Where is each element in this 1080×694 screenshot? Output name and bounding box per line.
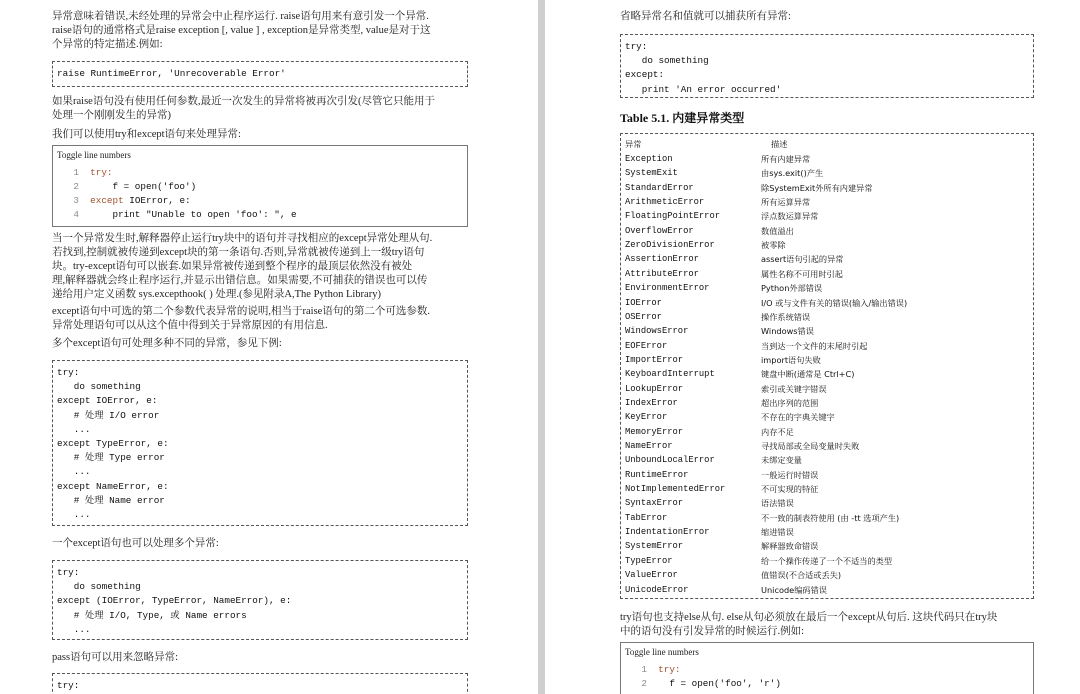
exception-name: LookupError — [625, 383, 684, 394]
exception-name: NameError — [625, 441, 673, 451]
paragraph-try-except: 我们可以使用try和except语句来处理异常: — [52, 129, 241, 140]
code-keyword: try: — [90, 167, 113, 178]
exception-description: Unicode编码错误 — [761, 584, 827, 595]
exception-description: 超出序列的范围 — [761, 397, 819, 408]
code-text: f = open('foo') — [90, 181, 197, 192]
line-number: 2 — [73, 181, 79, 192]
exception-description: Python外部错误 — [761, 283, 823, 294]
exception-description: 解释器致命错误 — [761, 541, 819, 552]
exception-name: IOError — [625, 297, 662, 308]
exception-description: 内存不足 — [761, 426, 794, 437]
exception-name: ZeroDivisionError — [625, 240, 715, 251]
exception-name: Exception — [625, 154, 673, 164]
code-block-multiple-except — [52, 360, 468, 526]
exception-description: 语法错误 — [761, 498, 794, 509]
code-text: print "Unable to open 'foo': ", e — [90, 209, 297, 220]
exception-name: TypeError — [625, 555, 673, 566]
paragraph-else: try语句也支持else从句. else从句必须放在最后一个except从句后. 这块代码只在try块 中的语句没有引发异常的时候运行.例如: — [620, 612, 998, 637]
code-block-tuple-except — [52, 560, 468, 640]
code-line — [57, 180, 196, 194]
exception-name: ValueError — [625, 570, 678, 581]
code-line — [625, 663, 681, 677]
code-line — [57, 166, 113, 180]
exception-description: import语句失败 — [761, 354, 821, 365]
paragraph-one-except: 一个except语句也可以处理多个异常: — [52, 538, 219, 549]
code-line — [625, 677, 781, 691]
exception-description: 当到达一个文件的末尾时引起 — [761, 340, 868, 351]
exception-name: IndexError — [625, 397, 678, 408]
code-line — [57, 194, 191, 208]
toggle-line-numbers-link[interactable]: Toggle line numbers — [625, 647, 699, 657]
code-block-open-file — [52, 145, 468, 227]
code-keyword: except — [90, 195, 124, 206]
paragraph-catch-all: 省略异常名和值就可以捕获所有异常: — [620, 11, 791, 22]
paragraph-raise-intro: 异常意味着错误,未经处理的异常会中止程序运行. raise语句用来有意引发一个异常. raise语句的通常格式是raise exception [, value ] , exception是异常类型, value是对于这 个异常的特定描述.例如: — [52, 11, 431, 50]
exception-description: 被零除 — [761, 240, 786, 251]
table-caption: Table 5.1. 内建异常类型 — [620, 111, 745, 125]
builtin-exceptions-table — [620, 133, 1034, 599]
exception-description: 不存在的字典关键字 — [761, 412, 835, 423]
exception-name: FloatingPointError — [625, 211, 721, 222]
exception-name: NotImplementedError — [625, 484, 726, 495]
exception-description: 给一个操作传递了一个不适当的类型 — [761, 555, 893, 566]
exception-name: StandardError — [625, 182, 694, 193]
exception-description: 值错误(不合适或丢失) — [761, 570, 842, 581]
exception-description: assert语句引起的异常 — [761, 254, 844, 265]
exception-description: 不一致的制表符使用 (由 -tt 选项产生) — [761, 512, 900, 523]
code-text: IOError, e: — [123, 195, 191, 206]
paragraph-second-param: except语句中可选的第二个参数代表异常的说明,相当于raise语句的第二个可选参数. 异常处理语句可以从这个值中得到关于异常原因的有用信息. — [52, 306, 430, 331]
code-text: f = open('foo', 'r') — [658, 678, 781, 689]
exception-description: 操作系统错误 — [761, 311, 811, 322]
exception-name: ImportError — [625, 354, 684, 365]
code-keyword: try: — [658, 664, 681, 675]
code-text: try: do something except (IOError, TypeError, NameError), e: # 处理 I/O, Type, 或 Name errors ... — [57, 567, 292, 635]
code-text: raise RuntimeError, 'Unrecoverable Error' — [57, 68, 286, 79]
exception-description: 未绑定变量 — [761, 455, 802, 466]
paragraph-exception-flow: 当一个异常发生时,解释器停止运行try块中的语句并寻找相应的except异常处理从句. 若找到,控制就被传递到except块的第一条语句.否则,异常就被传递到上一级try语句 块。try-except语句可以嵌套.如果异常被传递到整个程序的最顶层依然没有被处 理,解释器就会终止程序运行,并显示出错信息。如果需要,不可捕获的错误也可以传 递给用户定义函数 sys.excepthook( ) 处理.(参见附录A,The Python Library) — [52, 233, 433, 300]
exception-description: 寻找局部或全局变量时失败 — [761, 441, 860, 451]
code-block-else — [620, 642, 1034, 694]
code-text: try: do something except IOError, e: # 处理 I/O error ... except TypeError, e: # 处理 Type error ... except NameError, e: # 处理 Name error ... — [57, 367, 169, 521]
exception-name: OverflowError — [625, 225, 694, 236]
exception-description: 所有运算异常 — [761, 197, 811, 208]
line-number: 3 — [73, 195, 79, 206]
code-block-pass — [52, 673, 468, 694]
line-number: 1 — [641, 664, 647, 675]
exception-name: AttributeError — [625, 268, 699, 279]
code-text: try: — [57, 680, 80, 691]
exception-name: MemoryError — [625, 426, 684, 437]
exception-description: 属性名称不可用时引起 — [761, 268, 843, 279]
exception-name: KeyboardInterrupt — [625, 369, 715, 380]
exception-description: 除SystemExit外所有内建异常 — [761, 182, 873, 193]
exception-description: 键盘中断(通常是 Ctrl+C) — [761, 369, 855, 380]
code-block-catch-all — [620, 34, 1034, 98]
exception-name: EnvironmentError — [625, 283, 710, 294]
code-line — [57, 208, 297, 222]
exception-description: 索引或关键字错误 — [761, 383, 827, 394]
exception-name: EOFError — [625, 340, 668, 351]
toggle-line-numbers-link[interactable]: Toggle line numbers — [57, 150, 131, 160]
exception-name: AssertionError — [625, 254, 699, 265]
line-number: 4 — [73, 209, 79, 220]
exception-name: ArithmeticError — [625, 197, 705, 208]
exception-description: 不可实现的特征 — [761, 484, 819, 495]
paragraph-reraise: 如果raise语句没有使用任何参数,最近一次发生的异常将被再次引发(尽管它只能用于 处理一个刚刚发生的异常) — [52, 96, 435, 121]
right-page — [545, 0, 1080, 694]
left-page — [0, 0, 538, 694]
exception-name: SystemError — [625, 541, 684, 552]
exception-description: I/O 或与文件有关的错误(输入/输出错误) — [761, 297, 908, 308]
exception-name: WindowsError — [625, 326, 689, 337]
exception-name: KeyError — [625, 412, 668, 423]
paragraph-pass: pass语句可以用来忽略异常: — [52, 652, 178, 663]
table-header-exception: 异常 — [625, 139, 642, 149]
paragraph-multiple-except: 多个except语句可处理多种不同的异常，参见下例: — [52, 338, 282, 349]
exception-name: IndentationError — [625, 527, 710, 538]
exception-description: 所有内建异常 — [761, 154, 811, 164]
exception-name: RuntimeError — [625, 469, 689, 480]
exception-name: UnicodeError — [625, 584, 689, 595]
exception-name: SystemExit — [625, 168, 678, 179]
exception-name: UnboundLocalError — [625, 455, 715, 466]
exception-description: 缩进错误 — [761, 527, 794, 538]
exception-description: 一般运行时错误 — [761, 469, 819, 480]
exception-name: TabError — [625, 512, 668, 523]
exception-description: 浮点数运算异常 — [761, 211, 819, 222]
line-number: 1 — [73, 167, 79, 178]
exception-name: OSError — [625, 311, 662, 322]
exception-description: 由sys.exit()产生 — [761, 168, 824, 179]
page-gutter — [538, 0, 545, 694]
exception-name: SyntaxError — [625, 498, 684, 509]
table-header-description: 描述 — [771, 139, 788, 149]
exception-description: Windows错误 — [761, 326, 814, 337]
line-number: 2 — [641, 678, 647, 689]
code-block-raise — [52, 61, 468, 87]
code-text: try: do something except: print 'An error occurred' — [625, 41, 782, 95]
exception-description: 数值溢出 — [761, 225, 794, 236]
